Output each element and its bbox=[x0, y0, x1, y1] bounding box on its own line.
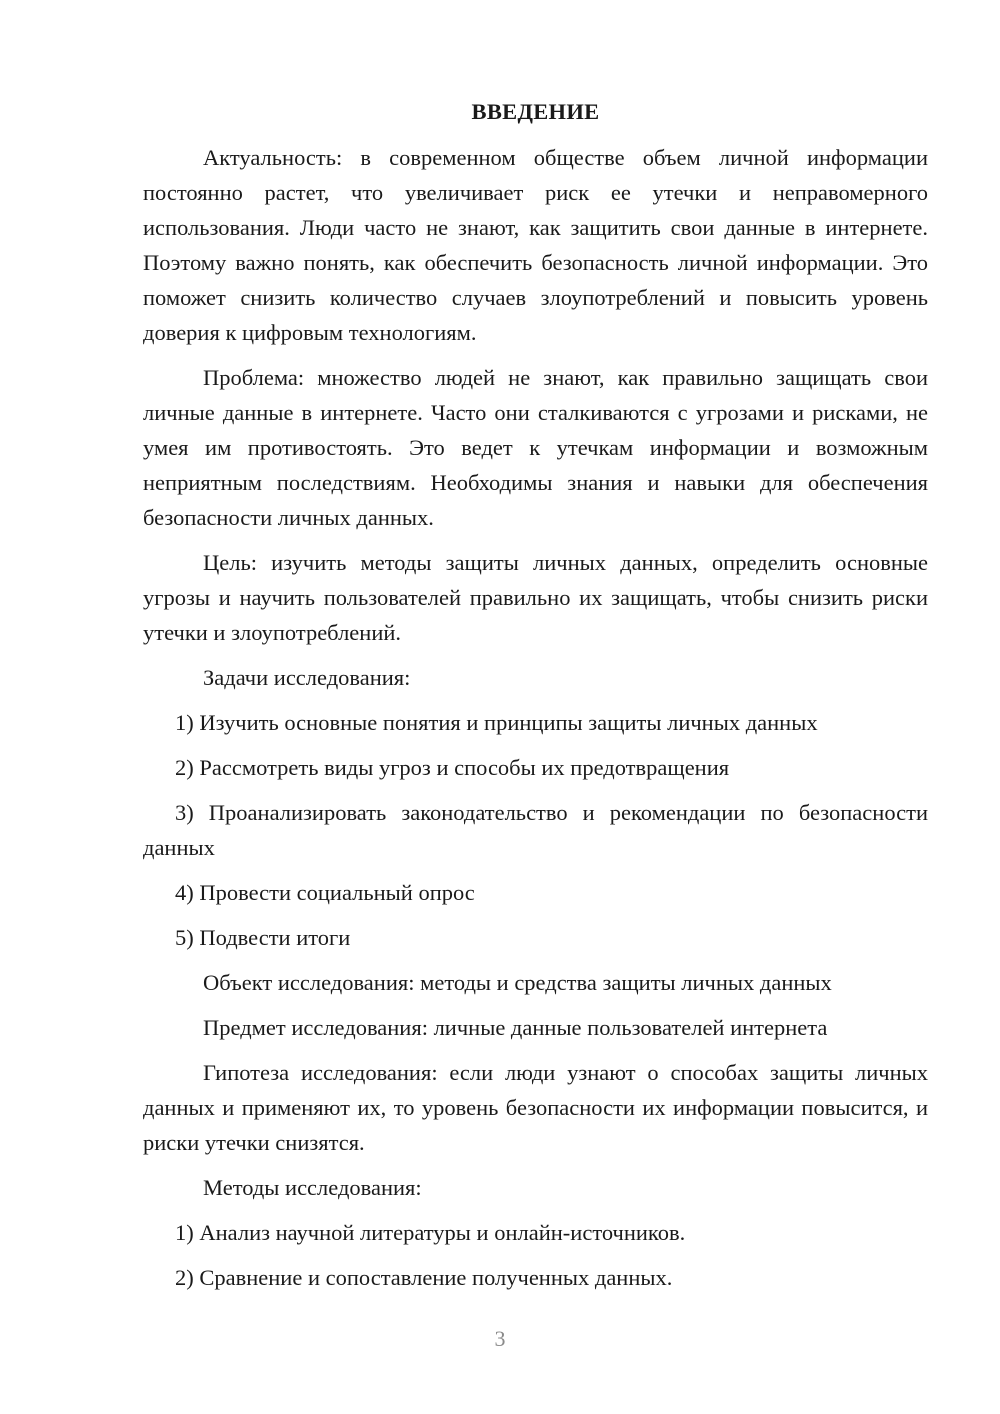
task-item-3: 3) Проанализировать законодательство и рекомендации по безопасности данных bbox=[143, 800, 928, 860]
page-number: 3 bbox=[494, 1326, 506, 1351]
method-item-2: 2) Сравнение и сопоставление полученных данных. bbox=[175, 1265, 673, 1290]
task-item-2: 2) Рассмотреть виды угроз и способы их предотвращения bbox=[175, 755, 730, 780]
task-item-1: 1) Изучить основные понятия и принципы защиты личных данных bbox=[175, 710, 818, 735]
relevance-paragraph: Актуальность: в современном обществе объем личной информации постоянно растет, что увеличивает риск ее утечки и неправомерного использования. Люди часто не знают, как защитить свои данные в интернете. Поэтому важно понять, как обеспечить безопасность личной информации. Это поможет снизить количество случаев злоупотреблений и повысить уровень доверия к цифровым технологиям. bbox=[143, 145, 928, 345]
goal-paragraph: Цель: изучить методы защиты личных данных, определить основные угрозы и научить пользователей правильно их защищать, чтобы снизить риски утечки и злоупотреблений. bbox=[143, 550, 928, 645]
research-object: Объект исследования: методы и средства защиты личных данных bbox=[203, 970, 832, 995]
research-subject: Предмет исследования: личные данные пользователей интернета bbox=[203, 1015, 828, 1040]
methods-heading: Методы исследования: bbox=[203, 1175, 422, 1200]
problem-paragraph: Проблема: множество людей не знают, как правильно защищать свои личные данные в интернете. Часто они сталкиваются с угрозами и рисками, не умея им противостоять. Это ведет к утечкам информации и возможным неприятным последствиям. Необходимы знания и навыки для обеспечения безопасности личных данных. bbox=[143, 365, 928, 530]
method-item-1: 1) Анализ научной литературы и онлайн-источников. bbox=[175, 1220, 686, 1245]
hypothesis-paragraph: Гипотеза исследования: если люди узнают о способах защиты личных данных и применяют их, то уровень безопасности их информации повысится, и риски утечки снизятся. bbox=[143, 1060, 928, 1155]
document-page bbox=[143, 94, 928, 1305]
task-item-5: 5) Подвести итоги bbox=[175, 925, 351, 950]
task-item-4: 4) Провести социальный опрос bbox=[175, 880, 475, 905]
section-title: ВВЕДЕНИЕ bbox=[471, 99, 600, 124]
tasks-heading: Задачи исследования: bbox=[203, 665, 411, 690]
